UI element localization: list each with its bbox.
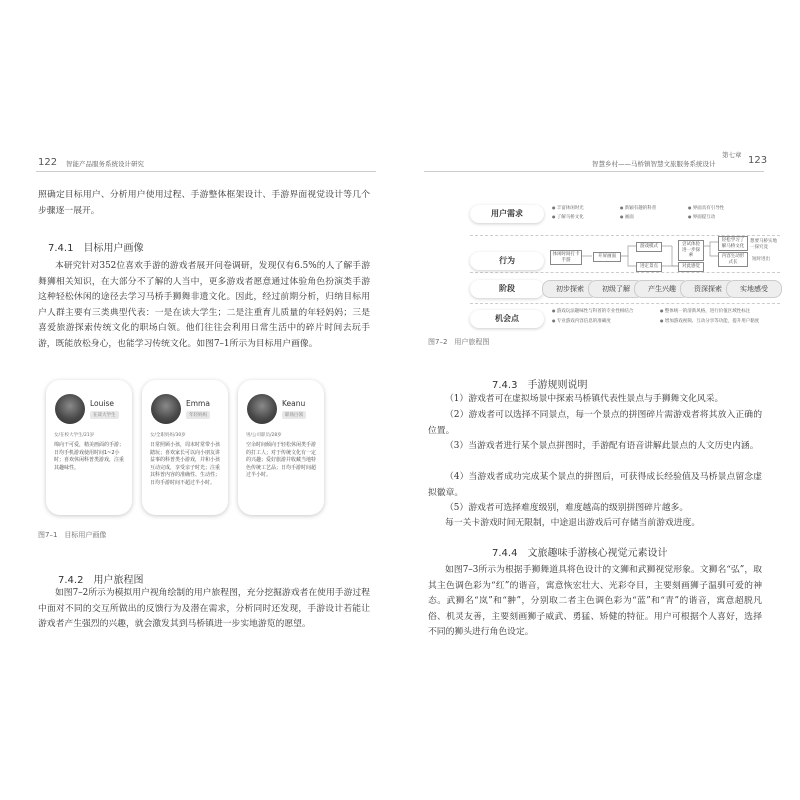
behavior-node: 短时进出: [752, 257, 770, 262]
opportunity-item: ● 增加游戏视频、互动分享等功能，提升用户黏度: [660, 318, 759, 324]
persona-tag: 年轻妈妈: [186, 411, 210, 419]
behavior-node: 进定景点: [636, 262, 662, 272]
persona-meta: 女/在校大学生/21岁: [54, 433, 95, 438]
stage-pill: 产生兴趣: [634, 280, 690, 298]
persona-tag: 职场白领: [282, 411, 306, 419]
stage-pill: 初步探索: [542, 280, 598, 298]
left-page-number: 122: [38, 157, 58, 168]
left-header-rule: [36, 171, 376, 172]
stage-pill: 资深探索: [680, 280, 736, 298]
journey-label-needs: 用户需求: [470, 205, 544, 223]
left-intro-paragraph: 照确定目标用户、分析用户使用过程、手游整体框架设计、手游界面视觉设计等几个步骤逐一展开。: [38, 190, 370, 216]
section-744-title: 7.4.4 文旅趣味手游核心视觉元素设计: [492, 548, 668, 559]
stage-pill: 实地感受: [726, 280, 782, 298]
persona-desc: 空余时间倾向于轻松休闲类手游的打工人；对于传统文化有一定的兴趣；爱好旅游并收藏当地特色传统工艺品；日均手游时间超过半小时。: [246, 442, 317, 479]
persona-name: Louise: [90, 399, 114, 408]
right-chapter: 第七章: [722, 151, 742, 159]
figure-7-1-caption: 图7–1 目标用户画像: [38, 531, 107, 539]
journey-label-stage: 阶段: [470, 280, 544, 298]
rule-2: （2）游戏者可以选择不同景点，每一个景点的拼图碎片需游戏者将其放入正确的位置。: [428, 410, 762, 436]
behavior-node: 想要马桥实地一探究竟: [750, 239, 777, 250]
need-item: ● 丰富休闲时光: [552, 205, 584, 211]
journey-divider: [470, 272, 780, 273]
persona-card-louise: [46, 380, 132, 515]
behavior-node: 尝试体验进一步探索: [678, 240, 704, 261]
rule-3: （3）当游戏者进行某个景点拼图时，手游配有语音讲解此景点的人文历史内涵。: [445, 441, 759, 451]
behavior-node: 游戏模式: [636, 242, 662, 252]
journey-label-opportunity: 机会点: [470, 310, 544, 328]
avatar: [151, 394, 181, 424]
persona-meta: 女/全职妈妈/30岁: [150, 433, 186, 438]
need-item: ● 新颖有趣的科普: [620, 205, 656, 211]
need-item: ● 界面提互动: [688, 214, 715, 220]
persona-card-keanu: [238, 380, 324, 515]
persona-card-emma: [142, 380, 228, 515]
section-742-title: 7.4.2 用户旅程图: [58, 575, 144, 586]
rule-6: 每一关卡游戏时间无限制，中途退出游戏后可存储当前游戏进度。: [445, 518, 701, 528]
section-744-body: 如图7–3所示为根据手狮舞道具将色设计的文狮和武狮视觉形象。文狮名“弘”，取其主色调色彩为“红”的谐音，寓意恢宏壮大、光彩夺目，主要刻画狮子温驯可爱的神态。武狮名“岚”和“翀”，分别取二者主色调色彩为“蓝”和“青”的谐音，寓意超脱凡俗、机灵友善，主要刻画狮子威武、勇猛、矫健的特征。用户可根据个人喜好，选择不同的狮头进行角色设定。: [428, 565, 762, 637]
journey-divider: [470, 303, 780, 304]
persona-meta: 男/公司职员/28岁: [246, 433, 282, 438]
opportunity-item: ● 专业游戏内容信息的准确度: [552, 318, 611, 324]
persona-tag: 在读大学生: [90, 411, 119, 419]
left-running-head: 智能产品服务系统设计研究: [66, 160, 144, 168]
persona-desc: 绵向干可爱，精美画面的手游；日均手机游戏使用时间1~2小时；喜欢休闲科普类游戏，注重其趣味性。: [54, 442, 125, 471]
need-item: ● 界面具有引导性: [688, 205, 724, 211]
rule-5: （5）游戏者可选择难度级别，难度越高的级别拼图碎片越多。: [445, 503, 689, 513]
opportunity-item: ● 整体统一的清新风格，进行价值区域性标注: [660, 308, 750, 314]
persona-name: Emma: [186, 399, 210, 408]
avatar: [247, 394, 277, 424]
persona-name: Keanu: [282, 399, 306, 408]
behavior-node: 体闲时间打卡手游: [550, 250, 582, 265]
right-header-rule: [424, 171, 764, 172]
behavior-node: 内容生动形式长: [718, 252, 748, 267]
opportunity-item: ● 游戏玩法趣味性与科普的专业性相结合: [552, 308, 633, 314]
rule-4: （4）当游戏者成功完成某个景点的拼图后，可获得成长经验值及马桥景点留念虚拟徽章。: [428, 472, 762, 498]
figure-7-2-caption: 图7–2 用户旅程图: [428, 338, 490, 346]
persona-desc: 日常照顾小孩，周末时常带小孩踏玩；喜欢家长可以向小朋友讲益事的科普类小游戏，并和小孩互动完成，享受亲子时光；注重其科普内容的准确性、生动性；日均手游时间不超过半小时。: [150, 442, 221, 486]
avatar: [55, 394, 85, 424]
rule-1: （1）游戏者可在虚拟场景中探索马桥镇代表性景点与手狮舞文化风采。: [445, 394, 724, 404]
right-running-head: 智慧乡村——马桥镇智慧文旅服务系统设计: [592, 160, 716, 168]
section-742-body: 如图7–2所示为模拟用户视角绘制的用户旅程图，充分挖掘游戏者在使用手游过程中面对不同的交互所做出的反馈行为及潜在需求，分析同时还发现，手游设计若能让游戏者产生强烈的兴趣，就会激发其到马桥镇进一步实地游览的愿望。: [38, 588, 370, 629]
need-item: ● 画面: [620, 214, 634, 220]
section-743-title: 7.4.3 手游规则说明: [492, 380, 588, 391]
behavior-node: 开屏画面: [593, 252, 621, 262]
behavior-node: 轻松学习了解马桥文化: [718, 236, 748, 251]
journey-label-behavior: 行为: [470, 252, 544, 270]
need-item: ● 了解马桥文化: [552, 214, 584, 220]
stage-pill: 初级了解: [588, 280, 644, 298]
section-741-body: 本研究针对352位喜欢手游的游戏者展开问卷调研，发现仅有6.5%的人了解手游舞狮相关知识，在大部分不了解的人当中，更多游戏者愿意通过体验角色扮演类手游这种轻松休闲的途径去学习马桥手狮舞非遗文化。因此，经过前期分析，归纳目标用户人群主要有三类典型代表：一是在读大学生；二是注重育儿质量的年轻妈妈；三是喜爱旅游探索传统文化的职场白领。他们往往会利用日常生活中的碎片时间去玩手游，既能放松身心，也能学习传统文化。如图7–1所示为目标用户画像。: [38, 261, 370, 349]
section-741-title: 7.4.1 目标用户画像: [48, 243, 144, 254]
right-page-number: 123: [748, 155, 768, 166]
behavior-node: 对此感觉: [678, 262, 704, 272]
